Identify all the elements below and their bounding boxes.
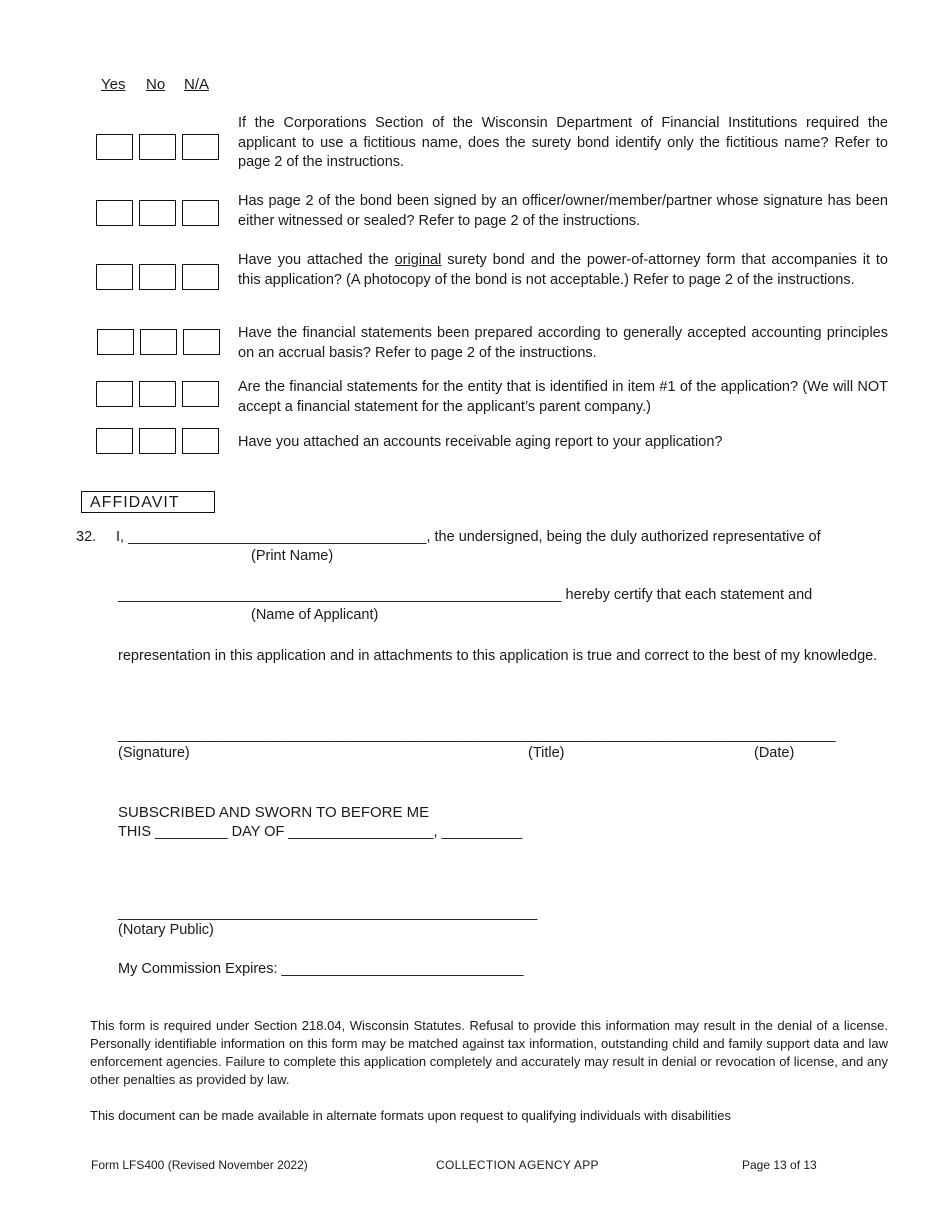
question-original-bond: Have you attached the original surety bond and the power-of-attorney form that accompanies it to this application? (A photocopy of the bond is not acceptable.) Refer to page 2 of the instructions. [238,252,888,288]
q3-na-checkbox[interactable] [182,264,219,290]
question-aging-report: Have you attached an accounts receivable aging report to your application? [238,434,723,450]
notary-caption: (Notary Public) [118,922,214,938]
question-gaap-statements: Have the financial statements been prepared according to generally accepted accounting principles on an accrual basis? Refer to page 2 of the instructions. [238,325,888,361]
q6-yes-checkbox[interactable] [96,428,133,454]
q4-na-checkbox[interactable] [183,329,220,355]
affidavit-heading: AFFIDAVIT [81,491,215,513]
signature-caption: (Signature) [118,745,190,761]
q3-yes-checkbox[interactable] [96,264,133,290]
notary-line[interactable]: ____________________________________________________ [118,905,538,921]
q3-no-checkbox[interactable] [139,264,176,290]
item-number: 32. [76,529,97,545]
title-caption: (Title) [528,745,565,761]
question-entity-statements: Are the financial statements for the entity that is identified in item #1 of the application? (We will NOT accept a financial statement for the applicant’s parent company.) [238,379,888,415]
q2-na-checkbox[interactable] [182,200,219,226]
question-fictitious-name: If the Corporations Section of the Wisconsin Department of Financial Institutions required the applicant to use a fictitious name, does the surety bond identify only the fictitious name? Refer to page 2 of the instructions. [238,115,888,170]
q6-no-checkbox[interactable] [139,428,176,454]
q2-no-checkbox[interactable] [139,200,176,226]
signature-line[interactable]: _________________________________________________________________________________________ [118,727,836,743]
page-number: Page 13 of 13 [742,1158,817,1172]
question-bond-signed: Has page 2 of the bond been signed by an officer/owner/member/partner whose signature has been either witnessed or sealed? Refer to page 2 of the instructions. [238,193,888,229]
date-caption: (Date) [754,745,795,761]
print-name-caption: (Print Name) [251,548,334,564]
q1-na-checkbox[interactable] [182,134,219,160]
applicant-name-line[interactable]: _______________________________________________________ hereby certify that each statement and [118,587,813,603]
no-column-header: No [146,76,166,93]
q5-no-checkbox[interactable] [139,381,176,407]
form-id: Form LFS400 (Revised November 2022) [91,1158,308,1172]
na-column-header: N/A [184,76,210,93]
applicant-caption: (Name of Applicant) [251,607,379,623]
original-emphasis: original [394,252,442,268]
q5-na-checkbox[interactable] [182,381,219,407]
print-name-line[interactable]: I, _____________________________________, the undersigned, being the duly authorized representative of [116,529,821,545]
commission-expires-line[interactable]: My Commission Expires: ______________________________ [118,961,524,977]
q4-no-checkbox[interactable] [140,329,177,355]
sworn-heading: SUBSCRIBED AND SWORN TO BEFORE ME [118,804,430,821]
q5-yes-checkbox[interactable] [96,381,133,407]
q4-yes-checkbox[interactable] [97,329,134,355]
certification-statement: representation in this application and in attachments to this application is true and correct to the best of my knowledge. [118,648,878,664]
document-title: COLLECTION AGENCY APP [436,1158,599,1172]
q6-na-checkbox[interactable] [182,428,219,454]
statute-notice: This form is required under Section 218.04, Wisconsin Statutes. Refusal to provide this information may result in the denial of a license. Personally identifiable information on this form may be matched against tax information, outstanding child and family support data and law enforcement agencies. Failure to complete this application completely and accurately may result in denial or revocation of license, and any other penalties as provided by law. [90,1018,888,1087]
q1-yes-checkbox[interactable] [96,134,133,160]
accessibility-notice: This document can be made available in alternate formats upon request to qualifying individuals with disabilities [90,1108,731,1123]
yes-column-header: Yes [101,76,126,93]
q1-no-checkbox[interactable] [139,134,176,160]
q2-yes-checkbox[interactable] [96,200,133,226]
sworn-date-line[interactable]: THIS _________ DAY OF __________________, __________ [118,824,523,840]
